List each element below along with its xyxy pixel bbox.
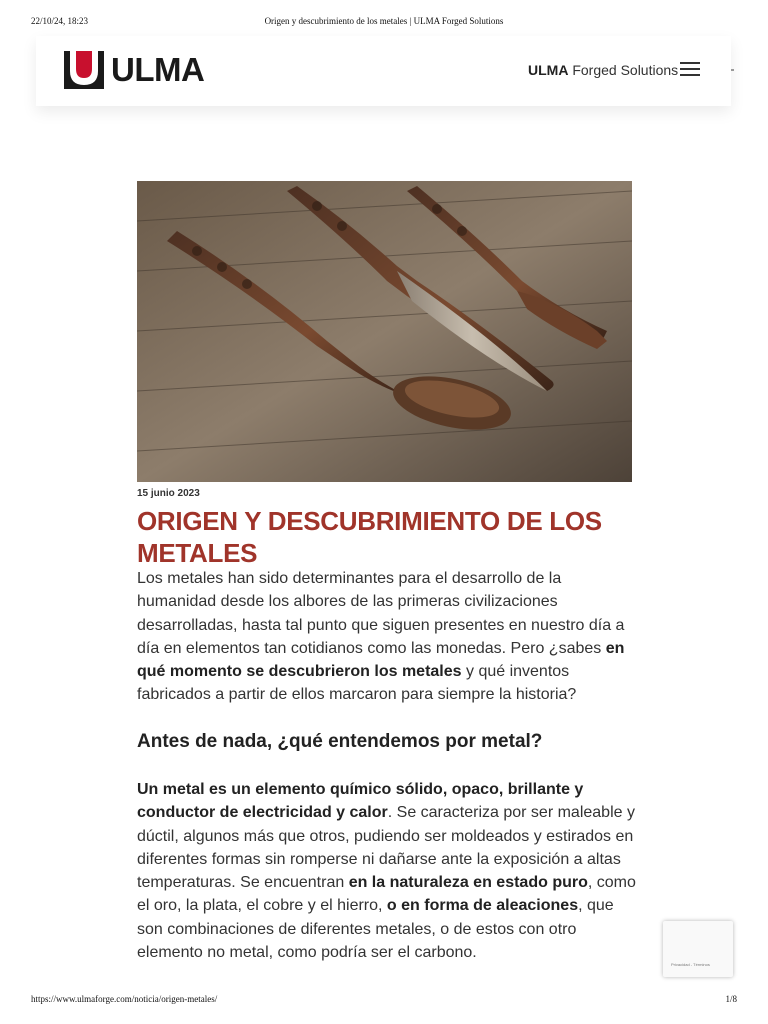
print-header (0, 16, 768, 30)
def-text-4: , como el oro, la plata, el cobre y el hierro, (137, 874, 636, 915)
def-text-1: Un metal es un elemento químico sólido, opaco, brillante y conductor de electricidad y calor (137, 781, 584, 822)
section-heading: Antes de nada, ¿qué entendemos por metal? (137, 731, 543, 752)
intro-text-3: y qué inventos fabricados a partir de ellos marcaron para siempre la historia? (137, 663, 577, 704)
def-text-3: en la naturaleza en estado puro (348, 874, 588, 892)
def-text-5: o en forma de aleaciones (386, 897, 579, 915)
ulma-logo-icon (64, 51, 104, 89)
recaptcha-badge[interactable] (663, 921, 733, 977)
print-footer (0, 994, 768, 1008)
print-datetime: 22/10/24, 18:23 (31, 16, 89, 26)
site-header (36, 36, 731, 106)
brand-name-rest: Forged Solutions (568, 62, 679, 78)
def-text-2: . Se caracteriza por ser maleable y dúctil, algunos más que otros, pudiendo ser moldeados y estirados en diferentes formas sin romperse ni dañarse ante la exposición a altas temperaturas. Se encuentran (137, 804, 635, 892)
scroll-indicator (731, 69, 734, 71)
print-url: https://www.ulmaforge.com/noticia/origen-metales/ (31, 994, 218, 1004)
brand-name (528, 62, 678, 78)
hamburger-menu-icon[interactable] (680, 62, 702, 80)
antique-cutlery-image (137, 181, 632, 482)
definition-paragraph (137, 778, 637, 964)
intro-text-2: en qué momento se descubrieron los metales (137, 639, 625, 681)
print-page-number: 1/8 (725, 994, 737, 1004)
brand-name-bold: ULMA (528, 62, 569, 78)
print-doc-title: Origen y descubrimiento de los metales | ULMA Forged Solutions (264, 16, 504, 26)
intro-text-1: Los metales han sido determinantes para el desarrollo de la humanidad desde los albores de las primeras civilizaciones desarrolladas, hasta tal punto que siguen presentes en nuestro día a día en elementos tan cotidianos como las monedas. Pero ¿sabes (137, 570, 625, 657)
article-date: 15 junio 2023 (137, 488, 200, 499)
def-text-6: , que son combinaciones de diferentes metales, o de estos con otro elemento no metal, como podría ser el carbono. (137, 897, 614, 962)
intro-paragraph (137, 567, 637, 707)
article-title: ORIGEN Y DESCUBRIMIENTO DE LOS METALES (137, 506, 602, 568)
article (137, 488, 637, 962)
ulma-logo[interactable] (64, 51, 204, 89)
recaptcha-text[interactable]: Privacidad - Términos (671, 962, 710, 967)
logo-wordmark: ULMA (111, 51, 205, 88)
